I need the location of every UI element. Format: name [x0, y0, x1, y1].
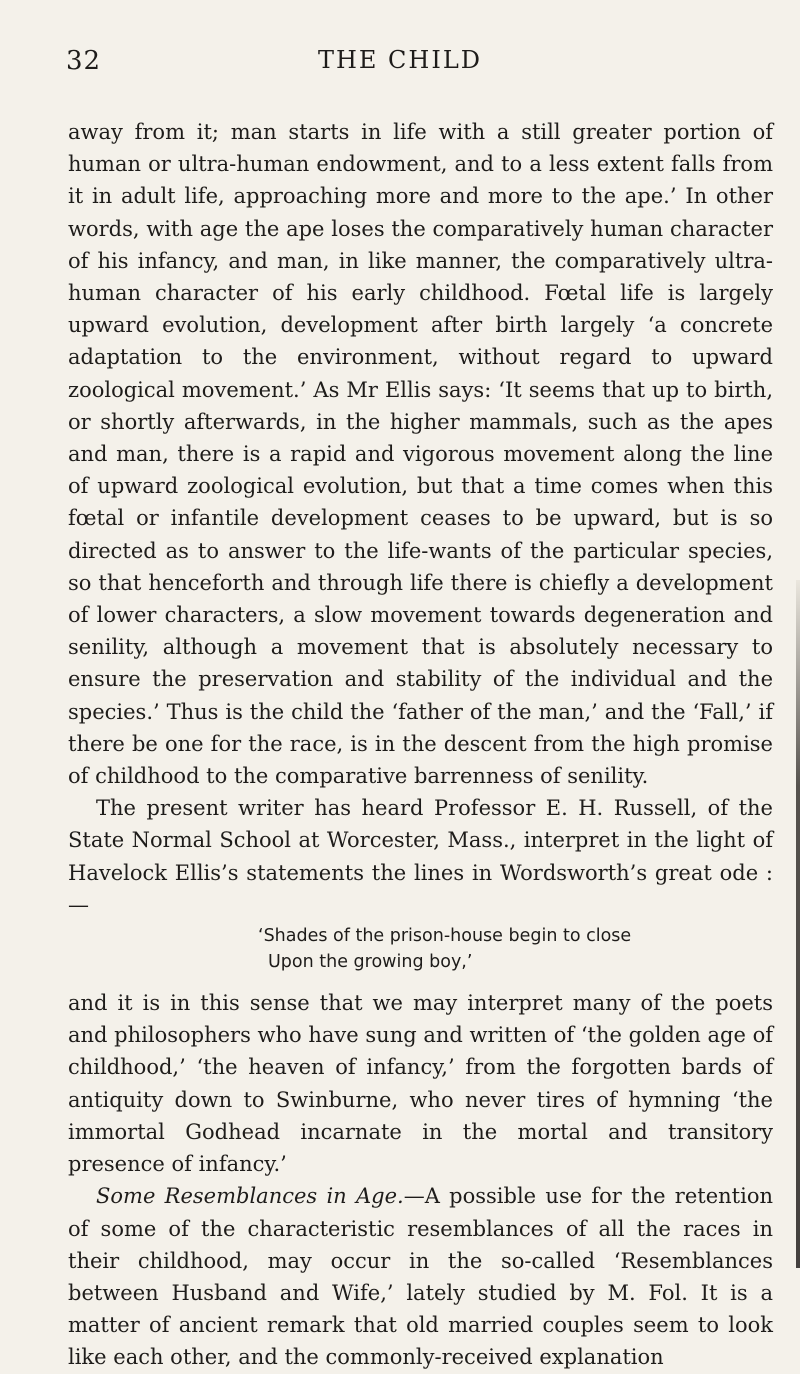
paragraph-2 — [68, 792, 773, 921]
body-text — [68, 116, 773, 1374]
paragraph-4 — [68, 1180, 773, 1373]
running-head: THE CHILD — [317, 46, 483, 74]
paragraph-4-text: —A possible use for the retention of some of the characteristic resemblances of all the races in their childhood, may occur in the so-called ‘Resemblances between Husband and Wife,’ lately studied by M. Fol. It is a matter of ancient remark that old married couples seem to look like each other, and the commonly-received explanation — [68, 1184, 773, 1370]
page-header — [0, 46, 800, 86]
paragraph-1: away from it; man starts in life with a still greater portion of human or ultra-human endowment, and to a less extent falls from it in adult life, approaching more and more to the ape.’ In other words, with age the ape loses the comparatively human character of his infancy, and man, in like manner, the comparatively ultra-human character of his early childhood. Fœtal life is largely upward evolution, development after birth largely ‘a concrete adaptation to the environment, without regard to upward zoological movement.’ As Mr Ellis says: ‘It seems that up to birth, or shortly afterwards, in the higher mammals, such as the apes and man, there is a rapid and vigorous movement along the line of upward zoological evolution, but that a time comes when this fœtal or infantile development ceases to be upward, but is so directed as to answer to the life-wants of the particular species, so that henceforth and through life there is chiefly a development of lower characters, a slow movement towards degeneration and senility, although a movement that is absolutely necessary to ensure the preservation and stability of the individual and the species.’ Thus is the child the ‘father of the man,’ and the ‘Fall,’ if there be one for the race, is in the descent from the high promise of childhood to the comparative barrenness of senility. — [68, 120, 773, 789]
quote-line-2: Upon the growing boy,’ — [268, 952, 473, 973]
quote-line-1: ‘Shades of the prison-house begin to close — [258, 926, 632, 947]
block-quote — [68, 923, 773, 975]
paragraph-3: and it is in this sense that we may interpret many of the poets and philosophers who have sung and written of ‘the golden age of childhood,’ ‘the heaven of infancy,’ from the forgotten bards of antiquity down to Swinburne, who never tires of hymning ‘the immortal Godhead incarnate in the mortal and transitory presence of infancy.’ — [68, 991, 773, 1177]
paragraph-2-text: The present writer has heard Professor E. H. Russell, of the State Normal School at Worcester, Mass., interpret in the light of Havelock Ellis’s statements the lines in Wordsworth’s great ode :— — [68, 796, 773, 917]
section-heading-italic: Some Resemblances in Age. — [96, 1184, 404, 1209]
page-number: 32 — [66, 46, 102, 76]
page-edge-shadow — [796, 580, 800, 1268]
